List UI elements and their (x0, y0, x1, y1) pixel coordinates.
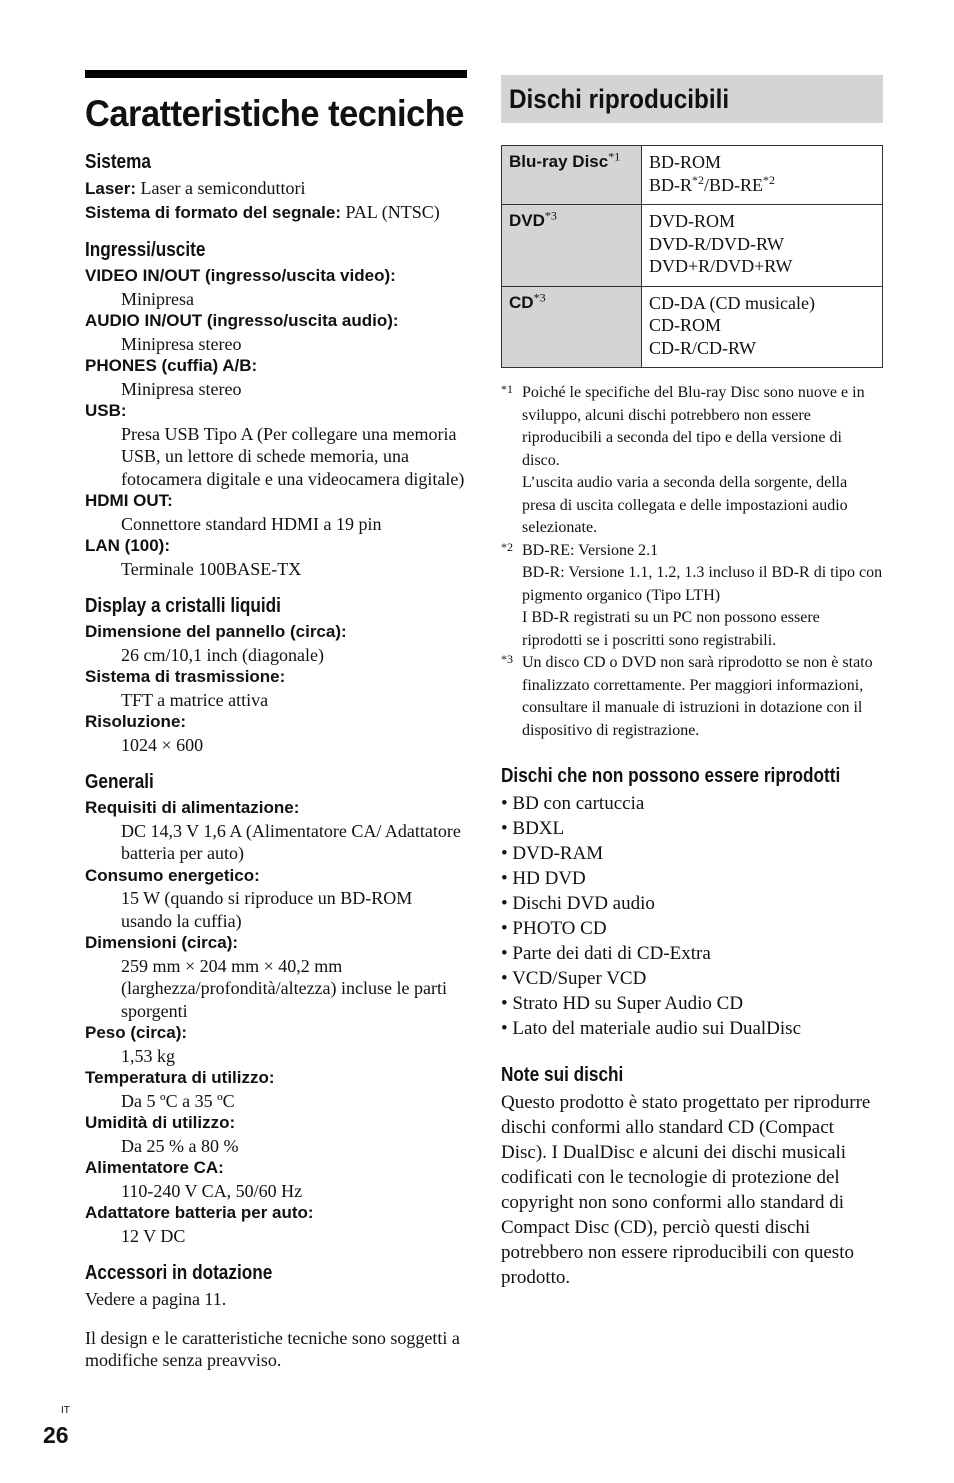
footnote-mark: *3 (533, 289, 546, 304)
banner-title: Dischi riproducibili (509, 84, 730, 114)
notes-heading: Note sui dischi (501, 1064, 624, 1086)
footnote-marker: *2 (501, 539, 513, 554)
list-item-text: DVD-RAM (512, 843, 604, 864)
disc-format: CD-R/CD-RW (649, 337, 757, 358)
section-banner (501, 75, 883, 123)
list-item-text: BDXL (512, 818, 565, 839)
disc-formats (642, 146, 883, 205)
spec-label: Requisiti di alimentazione: (85, 798, 300, 817)
disc-row (502, 286, 883, 368)
footnote (501, 540, 883, 653)
spec-label: PHONES (cuffia) A/B: (85, 356, 258, 375)
footnote-text: L’uscita audio varia a seconda della sorgente, della presa di uscita collegata e delle impostazioni audio selezionate. (522, 474, 848, 536)
section-heading: Generali (85, 771, 154, 793)
footnote (501, 652, 883, 742)
spec-value: Minipresa (121, 288, 194, 309)
spec-value: 110-240 V CA, 50/60 Hz (121, 1180, 303, 1201)
accessories-heading: Accessori in dotazione (85, 1262, 273, 1284)
footnote-marker: *1 (501, 382, 513, 396)
spec-label: VIDEO IN/OUT (ingresso/uscita video): (85, 266, 396, 285)
spec-sections (85, 150, 467, 1247)
unplayable-list (501, 791, 883, 1041)
spec-value: Da 5 ºC a 35 ºC (121, 1090, 235, 1111)
section-heading: Ingressi/uscite (85, 239, 206, 261)
list-item: • BDXL (501, 818, 565, 839)
disc-format: CD-ROM (649, 315, 722, 335)
footnote-text: Un disco CD o DVD non sarà riprodotto se non è stato finalizzato correttamente. Per maggiori informazioni, consultare il manuale di istruzioni in dotazione con il dispositivo di registrazione. (522, 654, 873, 739)
disc-format: DVD-R/DVD-RW (649, 233, 784, 254)
disc-formats (642, 205, 883, 287)
footnote-text: Poiché le specifiche del Blu-ray Disc sono nuove e in sviluppo, alcuni dischi potrebbero non essere riproducibili a seconda del tipo e della versione di disco. (522, 384, 865, 469)
list-item: • VCD/Super VCD (501, 968, 647, 989)
list-item: • Dischi DVD audio (501, 893, 655, 914)
list-item-text: Strato HD su Super Audio CD (512, 993, 744, 1014)
discs-column (501, 75, 883, 1290)
spec-item (85, 201, 467, 225)
disc-format: $BD-R^{*2}/BD-RE^{*2}$ (649, 172, 776, 195)
list-item: • Lato del materiale audio sui DualDisc (501, 1018, 802, 1039)
section-heading: Sistema (85, 151, 151, 173)
spec-value: 12 V DC (121, 1225, 186, 1246)
spec-label: Laser: (85, 179, 137, 198)
disc-format: DVD+R/DVD+RW (649, 256, 793, 276)
playable-discs-table (501, 145, 883, 368)
spec-label: Sistema di trasmissione: (85, 667, 286, 686)
unplayable-heading: Dischi che non possono essere riprodotti (501, 765, 841, 787)
spec-value: 1,53 kg (121, 1045, 175, 1066)
spec-value: Laser a semiconduttori (140, 178, 306, 198)
footnotes (501, 382, 883, 742)
spec-label: Temperatura di utilizzo: (85, 1068, 275, 1087)
footnote-text: I BD-R registrati su un PC non possono essere riprodotti se i poscritti sono registrabili. (522, 609, 820, 649)
accessories-text: Vedere a pagina 11. (85, 1289, 227, 1309)
disc-type (502, 205, 642, 287)
spec-label: AUDIO IN/OUT (ingresso/uscita audio): (85, 311, 399, 330)
specs-column (85, 70, 467, 1372)
list-item-text: PHOTO CD (512, 918, 607, 939)
spec-value: 26 cm/10,1 inch (diagonale) (121, 644, 324, 665)
notes-text: Questo prodotto è stato progettato per riprodurre dischi conformi allo standard CD (Compact Disc). I DualDisc e alcuni dei dischi musicali codificati con le tecnologie di protezione del copyright non sono conformi allo standard di Compact Disc (CD), perciò questi dischi potrebbero non essere riproducibili con questo prodotto. (501, 1092, 871, 1288)
footnote-mark: *1 (608, 149, 621, 164)
spec-value: Terminale 100BASE-TX (121, 558, 302, 579)
section-heading: Display a cristalli liquidi (85, 595, 281, 617)
list-item: • DVD-RAM (501, 843, 604, 864)
disc-name: CD (509, 292, 534, 312)
spec-label: Risoluzione: (85, 712, 187, 731)
list-item-text: HD DVD (512, 868, 586, 889)
disc-formats (642, 286, 883, 368)
spec-value: Da 25 % a 80 % (121, 1135, 239, 1156)
spec-label: Adattatore batteria per auto: (85, 1203, 314, 1222)
list-item: • Parte dei dati di CD-Extra (501, 943, 711, 964)
spec-value: DC 14,3 V 1,6 A (Alimentatore CA/ Adattatore batteria per auto) (121, 820, 461, 863)
list-item-text: BD con cartuccia (512, 793, 645, 814)
title-rule (85, 70, 467, 78)
disc-type (502, 146, 642, 205)
language-tag: IT (61, 1405, 70, 1416)
footnote (501, 382, 883, 540)
list-item: • PHOTO CD (501, 918, 607, 939)
page-title: Caratteristiche tecniche (85, 93, 464, 134)
disclaimer: Il design e le caratteristiche tecniche sono soggetti a modifiche senza preavviso. (85, 1327, 460, 1370)
disc-format: BD-ROM (649, 152, 722, 172)
spec-label: Consumo energetico: (85, 865, 260, 885)
page-number: 26 (43, 1422, 69, 1448)
spec-label: Sistema di formato del segnale: (85, 202, 342, 222)
disc-type (502, 286, 642, 368)
list-item-text: Parte dei dati di CD-Extra (512, 943, 711, 964)
spec-label: Peso (circa): (85, 1023, 188, 1042)
disc-format: DVD-ROM (649, 211, 736, 231)
spec-value: Connettore standard HDMI a 19 pin (121, 513, 382, 534)
spec-value: 15 W (quando si riproduce un BD-ROM usando la cuffia) (121, 888, 413, 931)
spec-label: HDMI OUT: (85, 491, 173, 510)
spec-value: 1024 × 600 (121, 734, 204, 755)
spec-value: Presa USB Tipo A (Per collegare una memoria USB, un lettore di schede memoria, una fotocamera digitale e una videocamera digitale) (121, 423, 465, 489)
spec-value: TFT a matrice attiva (121, 689, 269, 710)
disc-format: CD-DA (CD musicale) (649, 292, 815, 313)
spec-label: Dimensioni (circa): (85, 933, 239, 952)
spec-label: Dimensione del pannello (circa): (85, 622, 347, 641)
list-item: • Strato HD su Super Audio CD (501, 993, 744, 1014)
list-item: • BD con cartuccia (501, 793, 645, 814)
spec-label: Alimentatore CA: (85, 1158, 224, 1177)
list-item: • HD DVD (501, 868, 586, 889)
spec-label: USB: (85, 401, 127, 420)
disc-name: Blu-ray Disc (509, 152, 609, 171)
spec-value: 259 mm × 204 mm × 40,2 mm (larghezza/profondità/altezza) incluse le parti sporgenti (121, 955, 447, 1021)
spec-label: Umidità di utilizzo: (85, 1113, 236, 1132)
spec-value: PAL (NTSC) (345, 201, 440, 222)
spec-item (85, 177, 467, 201)
list-item-text: Lato del materiale audio sui DualDisc (512, 1018, 802, 1039)
list-item-text: Dischi DVD audio (512, 893, 655, 914)
spec-value: Minipresa stereo (121, 378, 242, 399)
disc-row (502, 205, 883, 287)
spec-label: LAN (100): (85, 536, 171, 555)
footnote-text: BD-RE: Versione 2.1 (522, 541, 659, 559)
footnote-mark: *3 (544, 208, 557, 223)
footnote-marker: *3 (501, 652, 513, 666)
spec-value: Minipresa stereo (121, 333, 242, 354)
disc-row (502, 146, 883, 205)
footnote-text: BD-R: Versione 1.1, 1.2, 1.3 incluso il BD-R di tipo con pigmento organico (Tipo LTH) (522, 564, 883, 604)
disc-name: DVD (509, 211, 545, 230)
list-item-text: VCD/Super VCD (512, 968, 647, 989)
